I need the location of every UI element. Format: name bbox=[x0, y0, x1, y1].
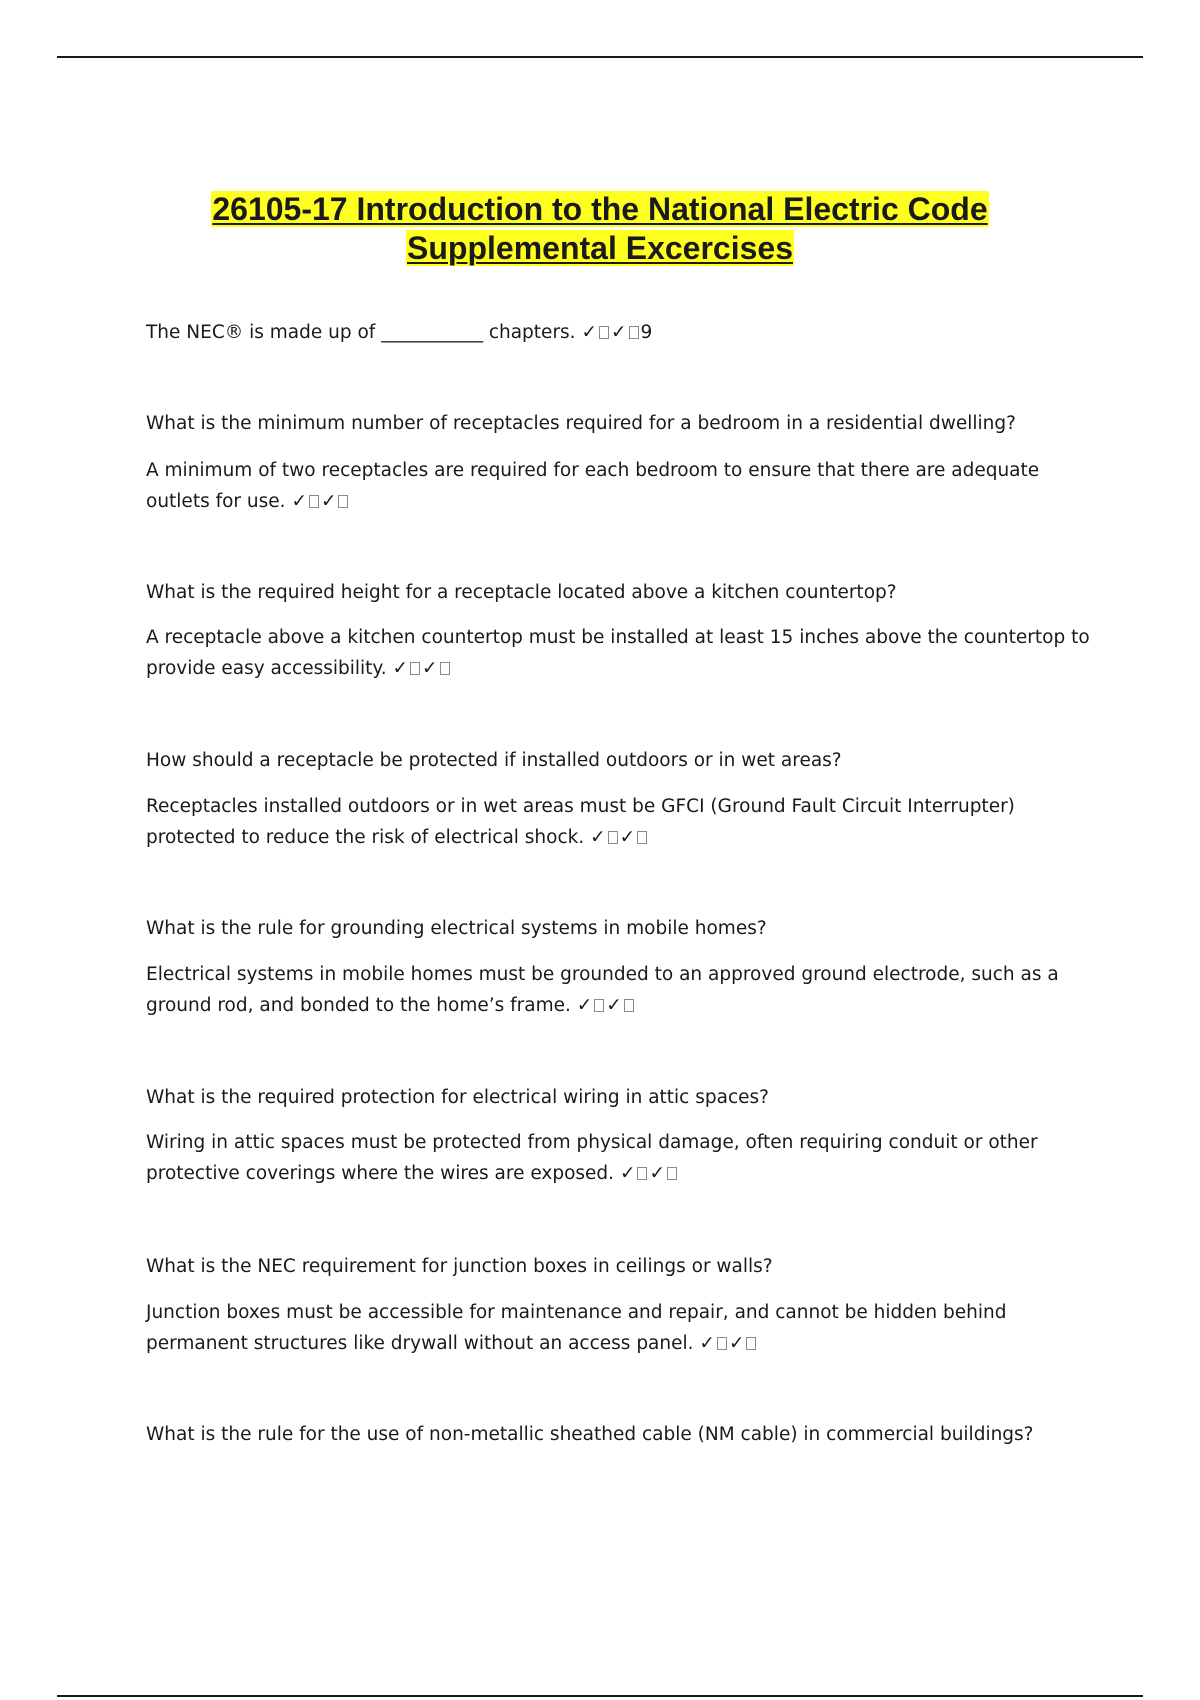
answer-3-text: A receptacle above a kitchen countertop must be installed at least 15 inches above the countertop to provide easy accessibility. bbox=[146, 627, 1090, 679]
check-icon: ✓ bbox=[320, 491, 337, 512]
check-icon: ✓ bbox=[619, 1163, 636, 1184]
check-icon: ✓ bbox=[649, 1163, 665, 1184]
answer-marks bbox=[699, 1333, 758, 1354]
question-5 bbox=[146, 913, 1096, 944]
answer-marks bbox=[581, 322, 652, 343]
box-icon bbox=[440, 662, 450, 675]
box-icon bbox=[629, 326, 639, 339]
question-7-text: What is the NEC requirement for junction boxes in ceilings or walls? bbox=[146, 1256, 773, 1277]
check-icon: ✓ bbox=[581, 322, 597, 343]
answer-marks bbox=[590, 827, 649, 848]
box-icon bbox=[608, 831, 618, 844]
question-4-text: How should a receptacle be protected if installed outdoors or in wet areas? bbox=[146, 750, 842, 771]
answer-7-text: Junction boxes must be accessible for maintenance and repair, and cannot be hidden behind permanent structures like drywall without an access panel. bbox=[146, 1302, 1007, 1354]
answer-2-text: A minimum of two receptacles are required for each bedroom to ensure that there are adequate outlets for use. bbox=[146, 460, 1040, 512]
question-4 bbox=[146, 745, 1096, 776]
question-1 bbox=[146, 317, 1096, 348]
box-icon bbox=[667, 1167, 677, 1180]
check-icon: ✓ bbox=[422, 658, 438, 679]
answer-6-text: Wiring in attic spaces must be protected from physical damage, often requiring conduit or other protective coverings where the wires are exposed. bbox=[146, 1132, 1038, 1184]
check-icon: ✓ bbox=[619, 827, 636, 848]
answer-5-text: Electrical systems in mobile homes must be grounded to an approved ground electrode, such as a ground rod, and bonded to the home’s frame. bbox=[146, 964, 1059, 1016]
question-2-text: What is the minimum number of receptacles required for a bedroom in a residential dwelling? bbox=[146, 413, 1016, 434]
title-line-1: 26105-17 Introduction to the National Electric Code bbox=[212, 191, 988, 227]
check-icon: ✓ bbox=[590, 827, 606, 848]
box-icon bbox=[717, 1337, 727, 1350]
check-icon: ✓ bbox=[291, 491, 307, 512]
question-8-text: What is the rule for the use of non-metallic sheathed cable (NM cable) in commercial buildings? bbox=[146, 1424, 1034, 1445]
question-2 bbox=[146, 408, 1096, 439]
answer-marks bbox=[620, 1163, 679, 1184]
document-title bbox=[0, 190, 1200, 268]
bottom-rule bbox=[57, 1695, 1143, 1697]
box-icon bbox=[746, 1337, 756, 1350]
box-icon bbox=[410, 662, 420, 675]
answer-5 bbox=[146, 959, 1096, 1021]
answer-7 bbox=[146, 1297, 1096, 1359]
question-3-text: What is the required height for a receptacle located above a kitchen countertop? bbox=[146, 582, 897, 603]
question-1-text: The NEC® is made up of ___________ chapters. bbox=[146, 322, 576, 343]
answer-6 bbox=[146, 1127, 1096, 1189]
title-line-2: Supplemental Excercises bbox=[407, 230, 793, 266]
box-icon bbox=[637, 831, 647, 844]
question-5-text: What is the rule for grounding electrical systems in mobile homes? bbox=[146, 918, 767, 939]
top-rule bbox=[57, 56, 1143, 58]
box-icon bbox=[309, 495, 319, 508]
answer-marks bbox=[291, 491, 350, 512]
question-6-text: What is the required protection for electrical wiring in attic spaces? bbox=[146, 1087, 769, 1108]
check-icon: ✓ bbox=[576, 995, 593, 1016]
question-6 bbox=[146, 1082, 1096, 1113]
answer-value: 9 bbox=[640, 322, 653, 343]
box-icon bbox=[624, 999, 634, 1012]
question-7 bbox=[146, 1251, 1096, 1282]
check-icon: ✓ bbox=[606, 995, 622, 1016]
check-icon: ✓ bbox=[610, 322, 627, 343]
answer-4 bbox=[146, 791, 1096, 853]
question-8 bbox=[146, 1419, 1096, 1450]
answer-3 bbox=[146, 622, 1096, 684]
box-icon bbox=[599, 326, 609, 339]
answer-2 bbox=[146, 455, 1096, 517]
answer-marks bbox=[577, 995, 636, 1016]
check-icon: ✓ bbox=[699, 1333, 715, 1354]
check-icon: ✓ bbox=[392, 658, 409, 679]
box-icon bbox=[637, 1167, 647, 1180]
question-3 bbox=[146, 577, 1096, 608]
box-icon bbox=[338, 495, 348, 508]
check-icon: ✓ bbox=[728, 1333, 745, 1354]
answer-marks bbox=[393, 658, 452, 679]
box-icon bbox=[594, 999, 604, 1012]
answer-4-text: Receptacles installed outdoors or in wet areas must be GFCI (Ground Fault Circuit Interrupter) protected to reduce the risk of electrical shock. bbox=[146, 796, 1015, 848]
